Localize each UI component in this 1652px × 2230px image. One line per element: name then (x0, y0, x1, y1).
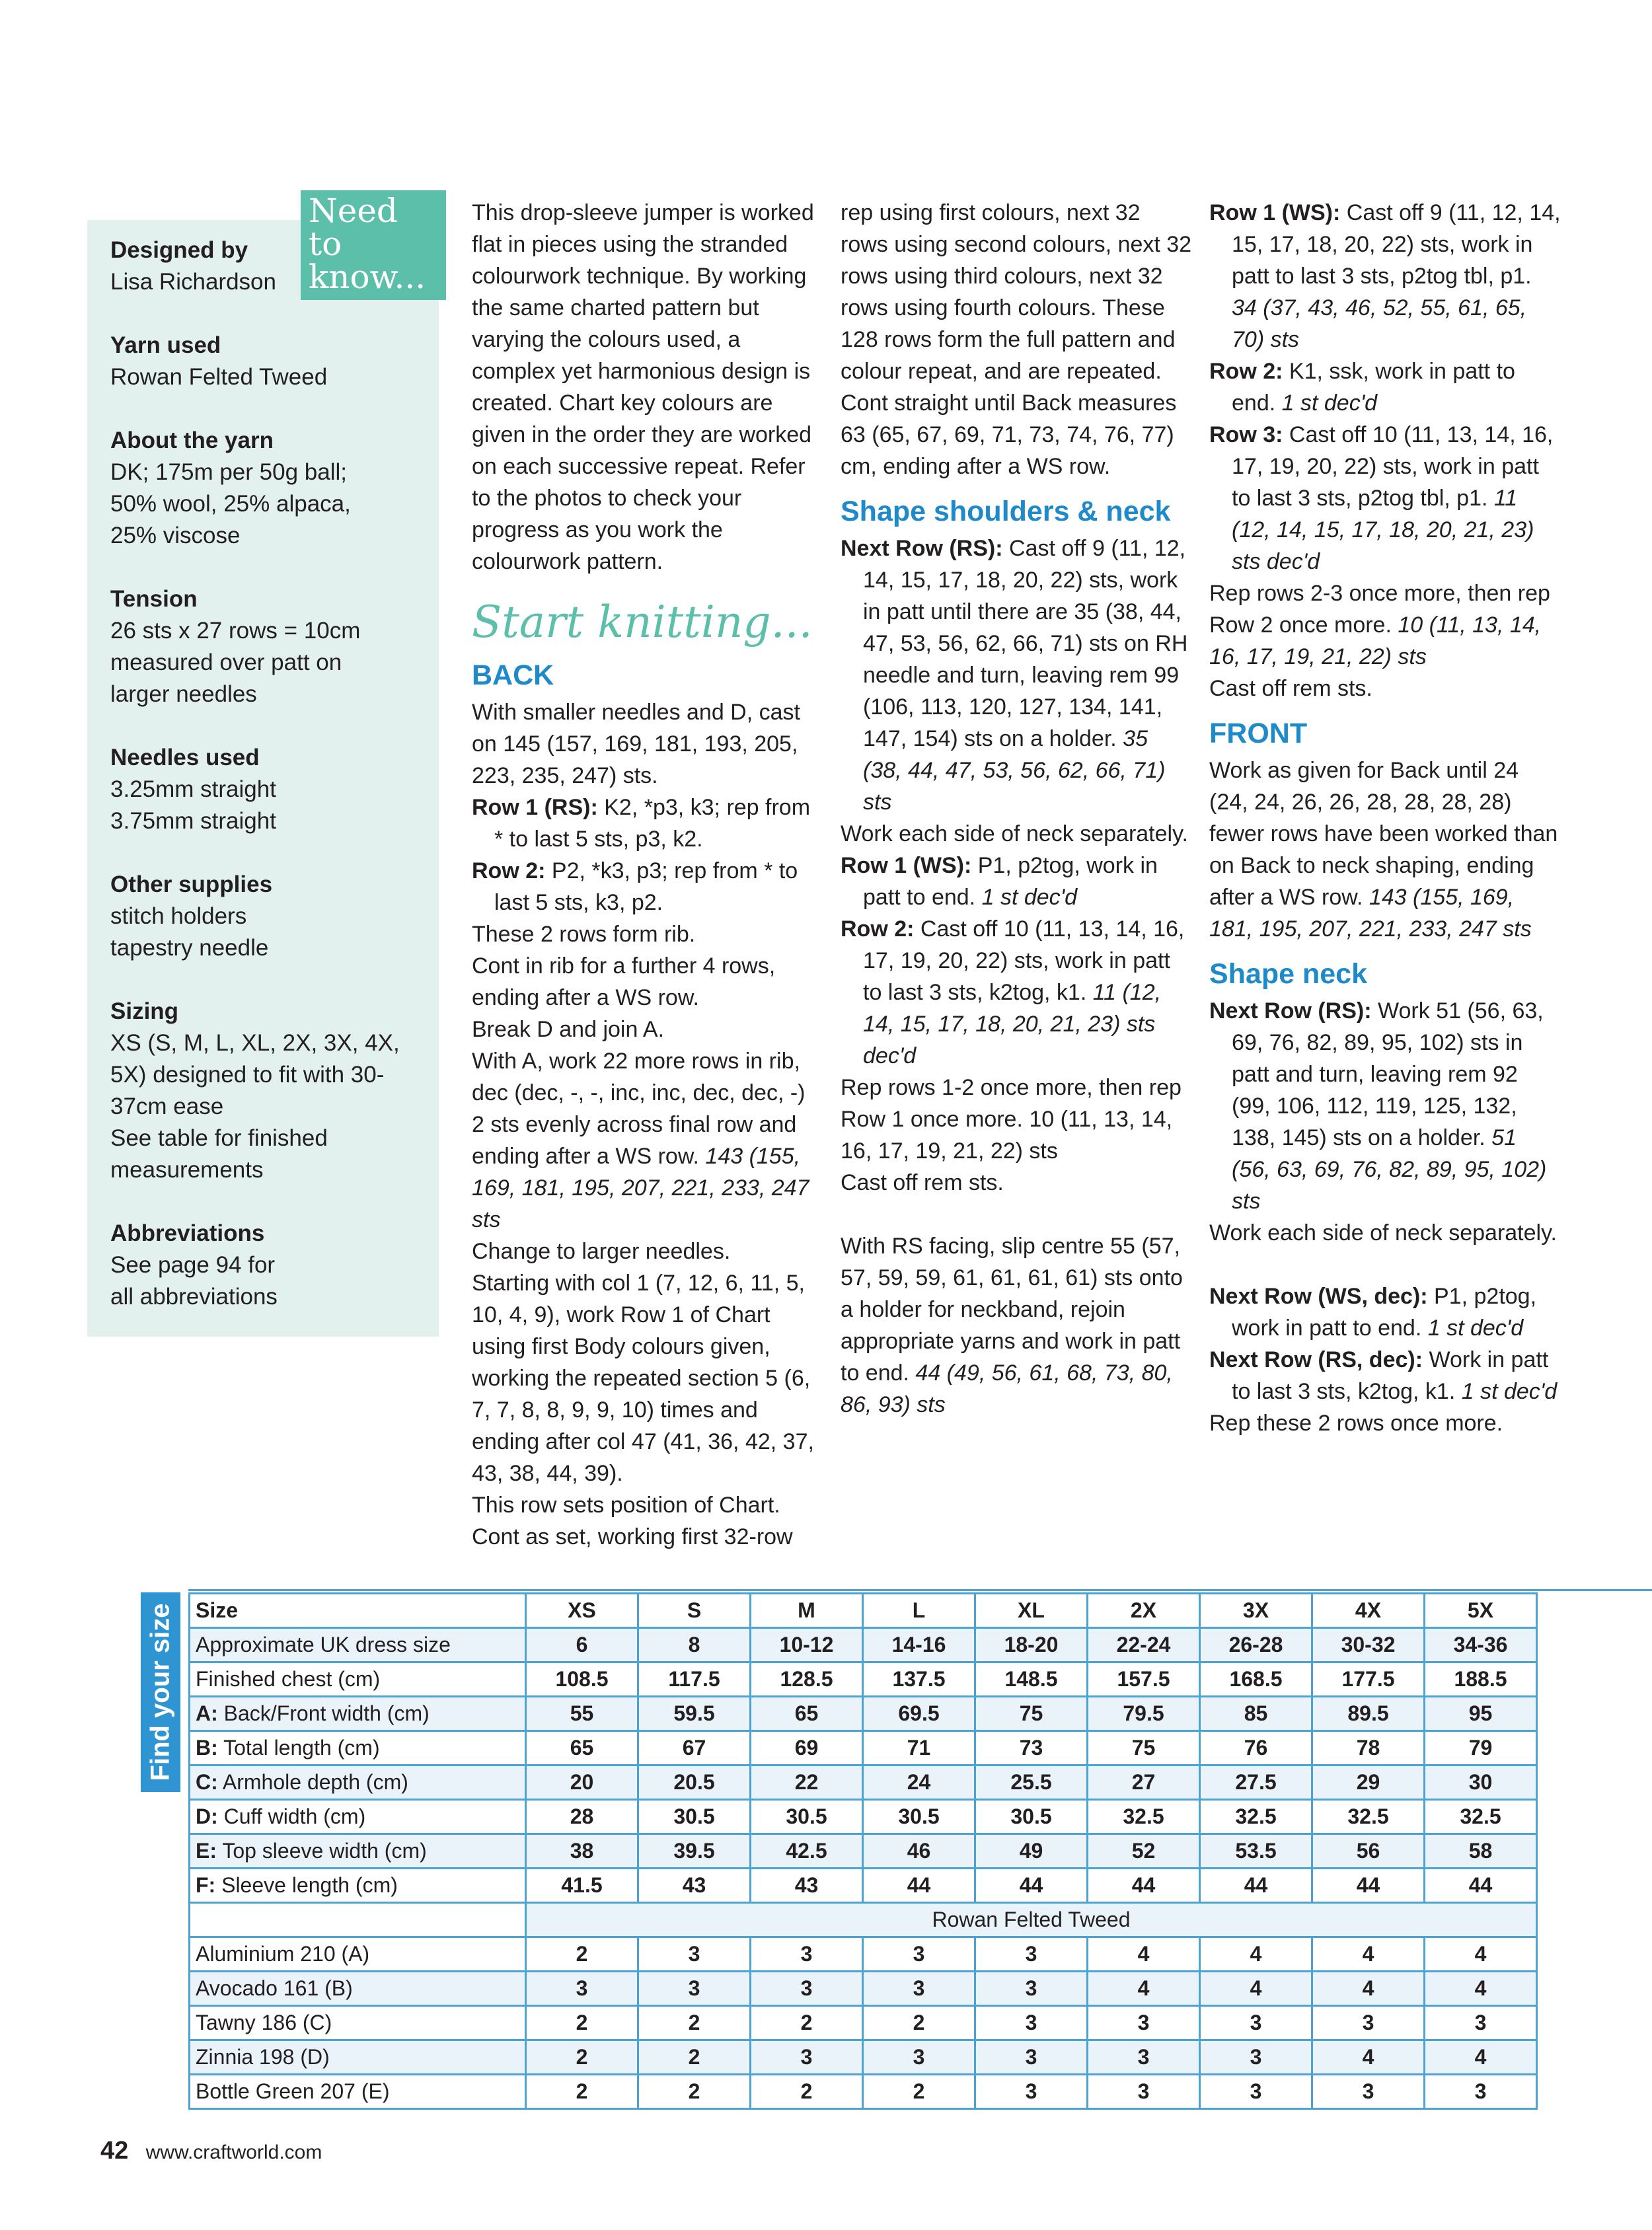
measurement-row (190, 1869, 1537, 1903)
measurement-value: 71 (863, 1731, 975, 1765)
yarn-row (190, 2006, 1537, 2040)
measurement-row (190, 1765, 1537, 1800)
measurement-value: 117.5 (638, 1662, 751, 1697)
size-header-cell: XS (526, 1594, 638, 1628)
sidebar-line: all abbreviations (110, 1284, 278, 1310)
size-header-cell: S (638, 1594, 751, 1628)
measurement-value: 75 (975, 1697, 1088, 1731)
measurement-value: 30-32 (1312, 1628, 1425, 1662)
sidebar-line: 5X) designed to fit with 30- (110, 1062, 385, 1088)
yarn-quantity: 2 (863, 2075, 975, 2109)
shape-shoulders-heading: Shape shoulders & neck (841, 496, 1171, 527)
measurement-value: 85 (1200, 1697, 1312, 1731)
intro-paragraph: This drop-sleeve jumper is worked flat in pieces using the stranded colourwork technique. By working the same charted pattern but varying the colours used, a complex yet harmonious design is created. Chart key colours are given in the order they are worked on each successive repeat. Refer to the photos to check your progress as you work the colourwork pattern. (472, 200, 814, 574)
measurement-value: 8 (638, 1628, 751, 1662)
rib-line-1: These 2 rows form rib. (472, 922, 696, 947)
sidebar-line: measurements (110, 1157, 264, 1183)
size-header-label: Size (190, 1594, 526, 1628)
measurement-value: 65 (751, 1697, 863, 1731)
column-1 (472, 197, 823, 1553)
back-row-2: Row 2: P2, *k3, p3; rep from * to last 5 sts, k3, p2. (472, 858, 798, 915)
yarn-label: Zinnia 198 (D) (190, 2040, 526, 2075)
yarn-quantity: 4 (1088, 1937, 1200, 1972)
yarn-quantity: 3 (1312, 2006, 1425, 2040)
measurement-value: 22 (751, 1765, 863, 1800)
yarn-quantity: 3 (975, 2006, 1088, 2040)
column-3 (1209, 197, 1561, 1439)
find-your-size-tab: Find your size (141, 1592, 180, 1792)
measurement-value: 6 (526, 1628, 638, 1662)
sidebar-line: tapestry needle (110, 935, 269, 961)
measurement-value: 42.5 (751, 1834, 863, 1869)
measurement-row (190, 1628, 1537, 1662)
measurement-value: 38 (526, 1834, 638, 1869)
yarn-label: Avocado 161 (B) (190, 1972, 526, 2006)
measurement-value: 32.5 (1088, 1800, 1200, 1834)
sidebar-section (110, 235, 421, 298)
measurement-value: 30.5 (638, 1800, 751, 1834)
table-top-rule (188, 1589, 1652, 1591)
measurement-value: 168.5 (1200, 1662, 1312, 1697)
rib-line-2: Cont in rib for a further 4 rows, ending after a WS row. (472, 953, 776, 1010)
measurement-value: 157.5 (1088, 1662, 1200, 1697)
yarn-quantity: 2 (526, 2075, 638, 2109)
repeat-text: rep using first colours, next 32 rows using second colours, next 32 rows using third colours, next 32 rows using fourth colours. These 128 rows form the full pattern and colour repeat, and are repeated. (841, 200, 1192, 384)
yarn-row (190, 1937, 1537, 1972)
measurement-value: 30 (1425, 1765, 1537, 1800)
yarn-quantity: 2 (751, 2075, 863, 2109)
yarn-quantity: 3 (1200, 2040, 1312, 2075)
yarn-heading: Rowan Felted Tweed (526, 1903, 1537, 1937)
yarn-heading-row (190, 1903, 1537, 1937)
start-knitting-heading: Start knitting... (472, 597, 813, 648)
yarn-quantity: 2 (638, 2075, 751, 2109)
sidebar-line: Rowan Felted Tweed (110, 364, 328, 390)
measurement-value: 44 (1088, 1869, 1200, 1903)
measurement-label: A: Back/Front width (cm) (190, 1697, 526, 1731)
yarn-label: Bottle Green 207 (E) (190, 2075, 526, 2109)
yarn-quantity: 2 (526, 2006, 638, 2040)
change-needles: Change to larger needles. (472, 1239, 731, 1264)
measurement-row (190, 1697, 1537, 1731)
measurement-value: 44 (863, 1869, 975, 1903)
measurement-row (190, 1731, 1537, 1765)
sidebar-heading: Abbreviations (110, 1220, 265, 1246)
yarn-row (190, 2075, 1537, 2109)
chart-continue: Cont as set, working first 32-row (472, 1524, 793, 1549)
sidebar-line: 3.75mm straight (110, 808, 276, 834)
yarn-quantity: 2 (638, 2040, 751, 2075)
yarn-quantity: 2 (751, 2006, 863, 2040)
other-side-row-2: Row 2: K1, ssk, work in patt to end. 1 st dec'd (1209, 359, 1515, 416)
yarn-quantity: 4 (1200, 1937, 1312, 1972)
other-side-row-1: Row 1 (WS): Cast off 9 (11, 12, 14, 15, 17, 18, 20, 22) sts, work in patt to last 3 sts, p2tog tbl, p1. 34 (37, 43, 46, 52, 55, 61, 65, 70) sts (1209, 200, 1561, 352)
neck-ws-dec-row: Next Row (WS, dec): P1, p2tog, work in patt to end. 1 st dec'd (1209, 1284, 1537, 1341)
size-table (188, 1592, 1538, 2110)
rib-line-3: Break D and join A. (472, 1017, 665, 1042)
yarn-label: Aluminium 210 (A) (190, 1937, 526, 1972)
yarn-quantity: 4 (1425, 2040, 1537, 2075)
other-side-row-3: Row 3: Cast off 10 (11, 13, 14, 16, 17, 19, 20, 22) sts, work in patt to last 3 sts, p2tog tbl, p1. 11 (12, 14, 15, 17, 18, 20, 21, 23) sts dec'd (1209, 422, 1554, 574)
sidebar-section (110, 1218, 421, 1313)
measurement-label: B: Total length (cm) (190, 1731, 526, 1765)
measurement-value: 29 (1312, 1765, 1425, 1800)
yarn-quantity: 3 (975, 1972, 1088, 2006)
yarn-quantity: 3 (1088, 2006, 1200, 2040)
yarn-quantity: 3 (751, 2040, 863, 2075)
back-row-1: Row 1 (RS): K2, *p3, k3; rep from * to last 5 sts, p3, k2. (472, 795, 811, 852)
measurement-label: C: Armhole depth (cm) (190, 1765, 526, 1800)
sidebar-heading: Designed by (110, 237, 248, 263)
measurement-value: 53.5 (1200, 1834, 1312, 1869)
measurement-value: 25.5 (975, 1765, 1088, 1800)
yarn-quantity: 3 (1425, 2075, 1537, 2109)
yarn-quantity: 4 (1088, 1972, 1200, 2006)
other-side-cast-off: Cast off rem sts. (1209, 676, 1372, 701)
measurement-value: 55 (526, 1697, 638, 1731)
measurement-value: 14-16 (863, 1628, 975, 1662)
measurement-value: 69.5 (863, 1697, 975, 1731)
back-cast-on: With smaller needles and D, cast on 145 (157, 169, 181, 193, 205, 223, 235, 247) sts. (472, 700, 800, 788)
yarn-quantity: 3 (751, 1972, 863, 2006)
each-side-note: Work each side of neck separately. (841, 821, 1189, 846)
measurement-value: 79 (1425, 1731, 1537, 1765)
sidebar-heading: About the yarn (110, 427, 274, 453)
measurement-value: 28 (526, 1800, 638, 1834)
measurement-value: 44 (1200, 1869, 1312, 1903)
yarn-quantity: 3 (1425, 2006, 1537, 2040)
sidebar-line: See page 94 for (110, 1252, 276, 1278)
yarn-quantity: 4 (1312, 1972, 1425, 2006)
measurement-value: 32.5 (1425, 1800, 1537, 1834)
rib-line-4: With A, work 22 more rows in rib, dec (dec, -, -, inc, inc, dec, dec, -) 2 sts evenly across final row and ending after a WS row. 143 (155, 169, 181, 195, 207, 221, 233, 247 sts (472, 1049, 809, 1232)
measurement-value: 177.5 (1312, 1662, 1425, 1697)
sidebar-line: 3.25mm straight (110, 776, 276, 802)
yarn-quantity: 3 (863, 1972, 975, 2006)
sidebar-section (110, 869, 421, 964)
yarn-heading-blank (190, 1903, 526, 1937)
size-header-cell: 4X (1312, 1594, 1425, 1628)
sidebar-line: Lisa Richardson (110, 269, 276, 295)
measurement-value: 24 (863, 1765, 975, 1800)
measurement-value: 67 (638, 1731, 751, 1765)
size-header-cell: XL (975, 1594, 1088, 1628)
measurement-value: 59.5 (638, 1697, 751, 1731)
yarn-quantity: 3 (863, 1937, 975, 1972)
measurement-value: 69 (751, 1731, 863, 1765)
measurement-value: 44 (1312, 1869, 1425, 1903)
measurement-value: 56 (1312, 1834, 1425, 1869)
sidebar-section (110, 330, 421, 393)
sidebar-line: stitch holders (110, 903, 247, 929)
sidebar-heading: Tension (110, 586, 198, 612)
measurement-value: 30.5 (975, 1800, 1088, 1834)
measurement-value: 52 (1088, 1834, 1200, 1869)
measurement-value: 78 (1312, 1731, 1425, 1765)
measurement-value: 27.5 (1200, 1765, 1312, 1800)
yarn-quantity: 3 (638, 1972, 751, 2006)
cont-straight: Cont straight until Back measures 63 (65, 67, 69, 71, 73, 74, 76, 77) cm, ending after a WS row. (841, 390, 1177, 479)
measurement-value: 32.5 (1312, 1800, 1425, 1834)
measurement-label: D: Cuff width (cm) (190, 1800, 526, 1834)
measurement-label: F: Sleeve length (cm) (190, 1869, 526, 1903)
shoulder-cast-off: Cast off rem sts. (841, 1170, 1004, 1195)
measurement-value: 43 (638, 1869, 751, 1903)
sidebar-line: DK; 175m per 50g ball; (110, 459, 347, 485)
neck-each-side: Work each side of neck separately. (1209, 1220, 1558, 1245)
measurement-value: 39.5 (638, 1834, 751, 1869)
measurement-row (190, 1800, 1537, 1834)
size-header-cell: M (751, 1594, 863, 1628)
yarn-quantity: 4 (1312, 2040, 1425, 2075)
front-text: Work as given for Back until 24 (24, 24, 26, 26, 28, 28, 28, 28) fewer rows have been worked than on Back to neck shaping, ending after a WS row. 143 (155, 169, 181, 195, 207, 221, 233, 247 sts (1209, 758, 1558, 942)
yarn-quantity: 3 (1088, 2040, 1200, 2075)
sidebar-heading: Yarn used (110, 332, 221, 358)
yarn-quantity: 3 (751, 1937, 863, 1972)
size-header-row (190, 1594, 1537, 1628)
measurement-value: 148.5 (975, 1662, 1088, 1697)
column-2 (841, 197, 1192, 1421)
sidebar-line: 26 sts x 27 rows = 10cm (110, 618, 361, 644)
yarn-quantity: 3 (975, 2040, 1088, 2075)
rs-facing: With RS facing, slip centre 55 (57, 57, 59, 59, 61, 61, 61, 61) sts onto a holder for neckband, rejoin appropriate yarns and work in patt to end. 44 (49, 56, 61, 68, 73, 80, 86, 93) sts (841, 1234, 1183, 1417)
measurement-value: 58 (1425, 1834, 1537, 1869)
measurement-value: 49 (975, 1834, 1088, 1869)
sidebar-line: See table for finished (110, 1125, 328, 1151)
yarn-row (190, 2040, 1537, 2075)
yarn-quantity: 4 (1200, 1972, 1312, 2006)
sidebar-line: larger needles (110, 681, 257, 707)
sidebar-line: 25% viscose (110, 523, 241, 548)
measurement-value: 20.5 (638, 1765, 751, 1800)
measurement-value: 43 (751, 1869, 863, 1903)
sidebar-line: XS (S, M, L, XL, 2X, 3X, 4X, (110, 1030, 400, 1056)
yarn-quantity: 2 (863, 2006, 975, 2040)
measurement-value: 30.5 (863, 1800, 975, 1834)
footer-url: www.craftworld.com (145, 2141, 322, 2163)
measurement-value: 128.5 (751, 1662, 863, 1697)
yarn-quantity: 3 (975, 2075, 1088, 2109)
measurement-value: 65 (526, 1731, 638, 1765)
measurement-value: 95 (1425, 1697, 1537, 1731)
measurement-value: 76 (1200, 1731, 1312, 1765)
measurement-value: 46 (863, 1834, 975, 1869)
measurement-value: 20 (526, 1765, 638, 1800)
measurement-value: 30.5 (751, 1800, 863, 1834)
size-header-cell: 3X (1200, 1594, 1312, 1628)
neck-next-row: Next Row (RS): Work 51 (56, 63, 69, 76, 82, 89, 95, 102) sts in patt and turn, leaving rem 92 (99, 106, 112, 119, 125, 132, 138, 145) sts on a holder. 51 (56, 63, 69, 76, 82, 89, 95, 102) sts (1209, 998, 1547, 1214)
sidebar-content (110, 235, 421, 1345)
size-header-cell: 5X (1425, 1594, 1537, 1628)
yarn-label: Tawny 186 (C) (190, 2006, 526, 2040)
measurement-value: 44 (975, 1869, 1088, 1903)
yarn-quantity: 3 (1200, 2075, 1312, 2109)
sidebar-heading: Other supplies (110, 872, 273, 897)
measurement-value: 32.5 (1200, 1800, 1312, 1834)
shoulder-row-1: Row 1 (WS): P1, p2tog, work in patt to end. 1 st dec'd (841, 853, 1158, 910)
measurement-value: 79.5 (1088, 1697, 1200, 1731)
back-heading: BACK (472, 659, 554, 691)
yarn-quantity: 3 (975, 1937, 1088, 1972)
measurement-value: 44 (1425, 1869, 1537, 1903)
front-heading: FRONT (1209, 718, 1308, 749)
yarn-quantity: 4 (1425, 1937, 1537, 1972)
measurement-value: 41.5 (526, 1869, 638, 1903)
yarn-quantity: 3 (863, 2040, 975, 2075)
yarn-quantity: 3 (638, 1937, 751, 1972)
sidebar-heading: Needles used (110, 745, 260, 770)
need-to-know-badge: Need to know... (301, 190, 446, 300)
measurement-value: 73 (975, 1731, 1088, 1765)
measurement-value: 137.5 (863, 1662, 975, 1697)
yarn-quantity: 3 (526, 1972, 638, 2006)
sidebar-heading: Sizing (110, 998, 179, 1024)
other-side-repeat: Rep rows 2-3 once more, then rep Row 2 once more. 10 (11, 13, 14, 16, 17, 19, 21, 22) sts (1209, 581, 1550, 669)
measurement-label: Approximate UK dress size (190, 1628, 526, 1662)
measurement-value: 75 (1088, 1731, 1200, 1765)
sidebar-line: measured over patt on (110, 650, 342, 675)
yarn-quantity: 2 (526, 2040, 638, 2075)
measurement-label: E: Top sleeve width (cm) (190, 1834, 526, 1869)
sidebar-line: 50% wool, 25% alpaca, (110, 491, 351, 517)
yarn-quantity: 3 (1312, 2075, 1425, 2109)
measurement-row (190, 1834, 1537, 1869)
measurement-value: 34-36 (1425, 1628, 1537, 1662)
shape-neck-heading: Shape neck (1209, 958, 1367, 990)
shoulder-row-2: Row 2: Cast off 10 (11, 13, 14, 16, 17, 19, 20, 22) sts, work in patt to last 3 sts, k2tog, k1. 11 (12, 14, 15, 17, 18, 20, 21, 23) sts dec'd (841, 916, 1185, 1068)
shoulder-next-row: Next Row (RS): Cast off 9 (11, 12, 14, 15, 17, 18, 20, 22) sts, work in patt until there are 35 (38, 44, 47, 53, 56, 62, 66, 71) sts on RH needle and turn, leaving rem 99 (106, 113, 120, 127, 134, 141, 147, 154) sts on a holder. 35 (38, 44, 47, 53, 56, 62, 66, 71) sts (841, 536, 1188, 815)
size-header-cell: 2X (1088, 1594, 1200, 1628)
chart-start: Starting with col 1 (7, 12, 6, 11, 5, 10, 4, 9), work Row 1 of Chart using first Body colours given, working the repeated section 5 (6, 7, 7, 8, 8, 9, 9, 10) times and ending after col 47 (41, 36, 42, 37, 43, 38, 44, 39). (472, 1271, 814, 1486)
sidebar-section (110, 583, 421, 710)
measurement-value: 108.5 (526, 1662, 638, 1697)
neck-repeat: Rep these 2 rows once more. (1209, 1411, 1503, 1436)
yarn-quantity: 3 (1200, 2006, 1312, 2040)
sidebar-section (110, 425, 421, 552)
measurement-value: 89.5 (1312, 1697, 1425, 1731)
sidebar-section (110, 996, 421, 1186)
shoulder-repeat: Rep rows 1-2 once more, then rep Row 1 once more. 10 (11, 13, 14, 16, 17, 19, 21, 22) sts (841, 1075, 1182, 1164)
measurement-value: 22-24 (1088, 1628, 1200, 1662)
measurement-value: 26-28 (1200, 1628, 1312, 1662)
neck-rs-dec-row: Next Row (RS, dec): Work in patt to last 3 sts, k2tog, k1. 1 st dec'd (1209, 1347, 1558, 1404)
page-number: 42 (100, 2137, 129, 2165)
yarn-quantity: 4 (1425, 1972, 1537, 2006)
measurement-value: 10-12 (751, 1628, 863, 1662)
yarn-quantity: 4 (1312, 1937, 1425, 1972)
yarn-row (190, 1972, 1537, 2006)
measurement-row (190, 1662, 1537, 1697)
measurement-value: 27 (1088, 1765, 1200, 1800)
sidebar-line: 37cm ease (110, 1094, 224, 1119)
chart-position: This row sets position of Chart. (472, 1493, 780, 1518)
yarn-quantity: 2 (638, 2006, 751, 2040)
yarn-quantity: 2 (526, 1937, 638, 1972)
page-footer (100, 2137, 322, 2165)
yarn-quantity: 3 (1088, 2075, 1200, 2109)
size-header-cell: L (863, 1594, 975, 1628)
sidebar-section (110, 742, 421, 837)
measurement-label: Finished chest (cm) (190, 1662, 526, 1697)
measurement-value: 188.5 (1425, 1662, 1537, 1697)
measurement-value: 18-20 (975, 1628, 1088, 1662)
